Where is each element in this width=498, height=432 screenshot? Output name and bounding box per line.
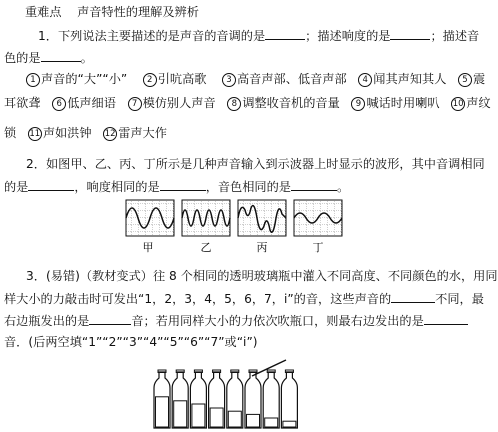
option-number: 4 (358, 73, 372, 87)
stick-icon (252, 360, 286, 376)
option-number: 6 (52, 97, 66, 111)
wave-label-jia: 甲 (142, 241, 154, 254)
option-text: 震 (473, 72, 486, 86)
option-text: 模仿别人声音 (142, 96, 216, 110)
bottle-icon (227, 370, 243, 428)
waveform-jia (126, 200, 174, 236)
bottle-icon (190, 370, 206, 428)
option-number: 10 (452, 99, 464, 109)
blank-same-timbre[interactable] (291, 178, 337, 191)
blank-same-pitch[interactable] (28, 178, 74, 191)
blank-pitch[interactable] (265, 27, 305, 40)
option-number: 9 (351, 97, 365, 111)
blank-sound-property[interactable] (391, 290, 435, 303)
option-number: 2 (143, 73, 157, 87)
q3-line-2: 样大小的力敲击时可发出“1，2，3，4，5，6，7，i”的音，这些声音的 不同，最 (4, 292, 484, 306)
waveform-figure (124, 196, 346, 256)
option-text: 声纹 (466, 96, 491, 110)
option-text: 调整收音机的音量 (242, 96, 340, 110)
option-text: 耳欲聋 (4, 96, 41, 110)
waveform-ding (294, 200, 342, 236)
q3-line-1: 3．(易错)（教材变式）往 8 个相同的透明玻璃瓶中灌入不同高度、不同颜色的水，用同 (26, 269, 498, 283)
header-tag: 重难点 (25, 5, 62, 19)
waveform-bing (238, 200, 286, 236)
blank-same-loudness[interactable] (160, 178, 206, 191)
header-title: 声音特性的理解及辨析 (77, 5, 199, 19)
bottle-icon (154, 370, 170, 428)
option-text: 高音声部、低音声部 (236, 72, 347, 86)
option-number: 7 (128, 97, 142, 111)
option-number: 8 (227, 97, 241, 111)
option-number: 11 (29, 129, 41, 139)
q1-line-1: 1．下列说法主要描述的是声音的音调的是 ；描述响度的是 ；描述音 (38, 29, 480, 43)
option-text: 闻其声知其人 (373, 72, 447, 86)
option-number: 1 (26, 73, 40, 87)
option-number: 3 (222, 73, 236, 87)
waveform-yi (182, 200, 230, 236)
blank-loudness[interactable] (390, 27, 430, 40)
bottles-figure (150, 356, 310, 430)
bottle-icon (281, 370, 297, 428)
option-text: 锁 (4, 126, 17, 140)
q2-line-2: 的是 ，响度相同的是 ，音色相同的是 。 (4, 180, 350, 194)
q1-options-row-3 (4, 125, 167, 141)
blank-blow-right[interactable] (424, 312, 468, 325)
bottle-icon (263, 370, 279, 428)
option-text: 声如洪钟 (42, 126, 92, 140)
blank-tap-right[interactable] (89, 312, 131, 325)
option-text: 喊话时用喇叭 (366, 96, 440, 110)
bottle-icon (209, 370, 225, 428)
option-text: 声音的“大”“小” (41, 72, 128, 86)
bottle-row (154, 370, 297, 428)
bottle-icon (172, 370, 188, 428)
q1-options-row-2 (4, 95, 491, 111)
wave-label-ding: 丁 (312, 241, 324, 254)
q3-line-4: 音．(后两空填“1”“2”“3”“4”“5”“6”“7”或“i”) (4, 335, 258, 349)
q1-options-row-1 (26, 71, 485, 87)
option-number: 5 (458, 73, 472, 87)
blank-timbre[interactable] (41, 49, 81, 62)
option-text: 低声细语 (67, 96, 116, 110)
q1-line-2: 色的是 。 (4, 51, 93, 65)
q3-line-3: 右边瓶发出的是 音；若用同样大小的力依次吹瓶口，则最右边发出的是 (4, 312, 468, 329)
wave-label-bing: 丙 (256, 241, 268, 254)
option-number: 12 (104, 129, 116, 139)
wave-label-yi: 乙 (200, 241, 212, 254)
option-text: 雷声大作 (118, 126, 167, 140)
option-text: 引吭高歌 (157, 72, 207, 86)
section-header (25, 4, 199, 20)
q2-line-1: 2．如图甲、乙、丙、丁所示是几种声音输入到示波器上时显示的波形，其中音调相同 (26, 157, 485, 171)
bottle-icon (245, 370, 261, 428)
